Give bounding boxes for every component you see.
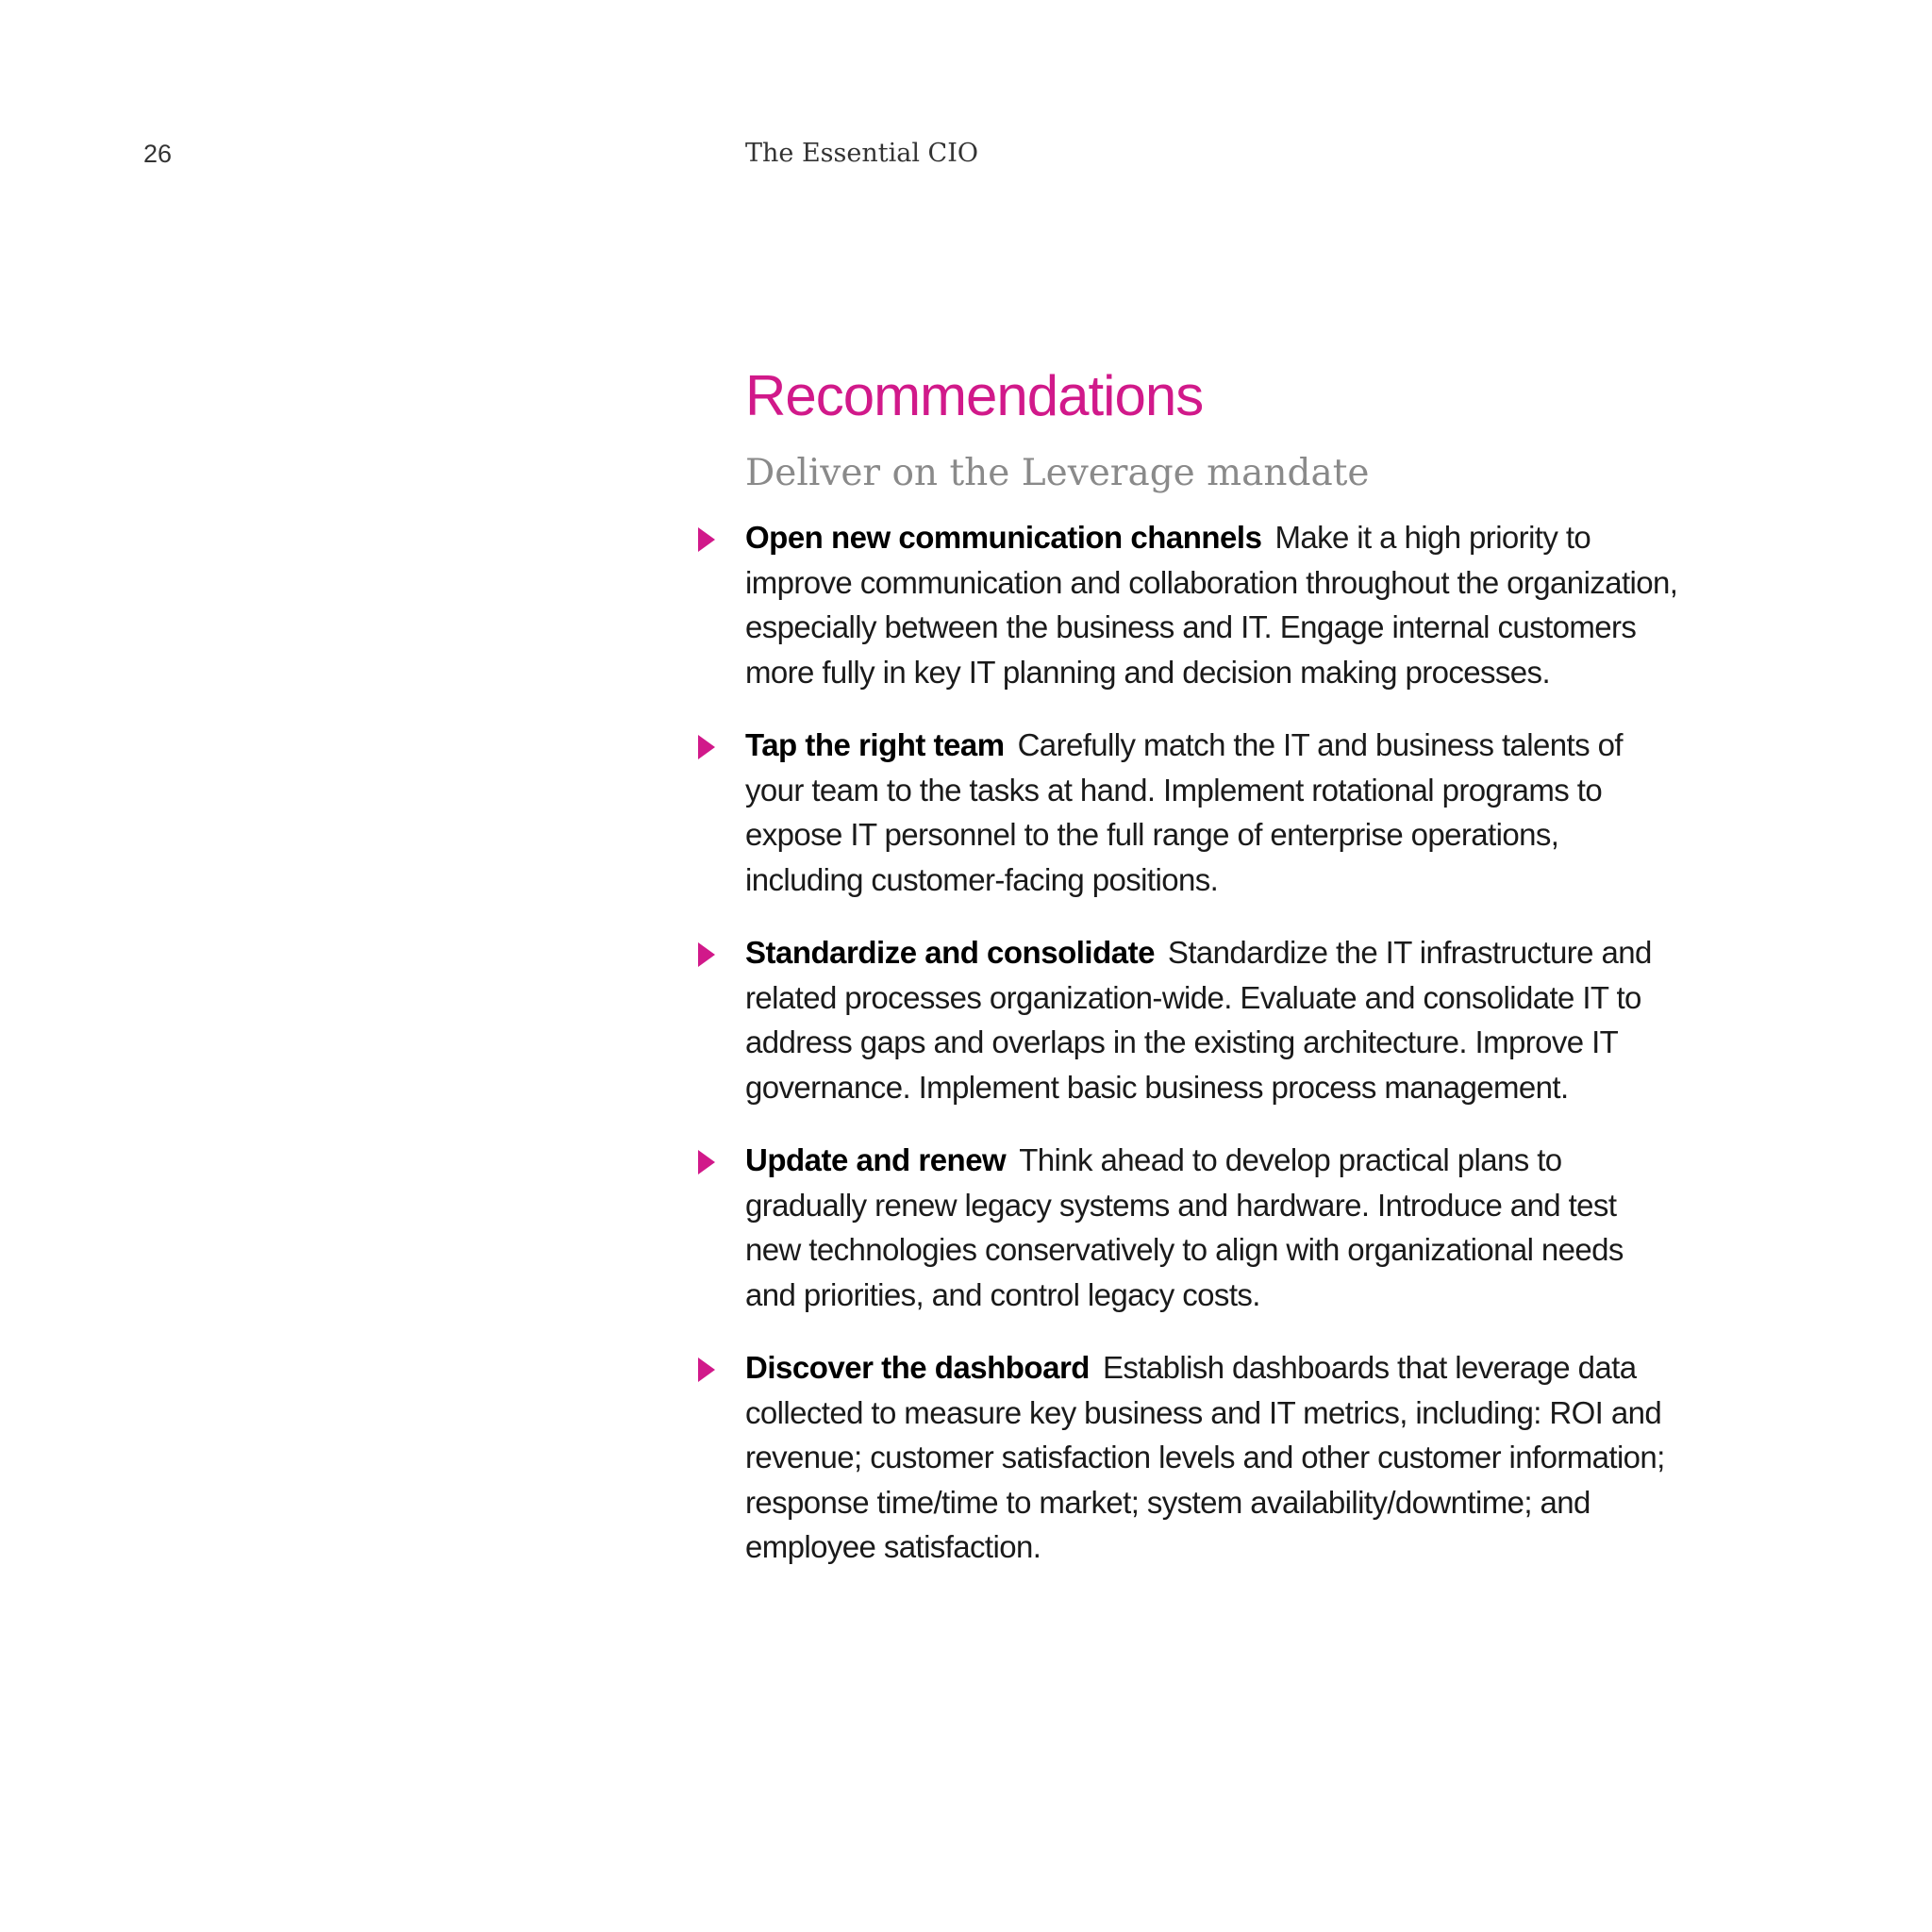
recommendation-body: Make it a high priority to improve communication and collaboration throughout the organization, especially between the business and IT. Engage internal customers more fully in key IT planning and decision making processes. [745,520,1678,690]
triangle-right-icon [698,1357,715,1382]
triangle-right-icon [698,527,715,552]
recommendation-item [745,1138,1679,1317]
recommendation-body: Standardize the IT infrastructure and related processes organization-wide. Evaluate and consolidate IT to address gaps and overlaps in the existing architecture. Improve IT governance. Implement basic business process management. [745,935,1652,1105]
recommendation-title: Update and renew [745,1142,1007,1177]
triangle-right-icon [698,1150,715,1174]
recommendation-body: Carefully match the IT and business talents of your team to the tasks at hand. Implement rotational programs to expose IT personnel to the full range of enterprise operations, including customer-facing positions. [745,727,1623,897]
recommendation-body: Establish dashboards that leverage data collected to measure key business and IT metrics, including: ROI and revenue; customer satisfaction levels and other customer information; response time/time to market; system availability/downtime; and employee satisfaction. [745,1350,1665,1564]
page-number: 26 [143,140,173,168]
recommendation-item [745,723,1679,902]
recommendation-list [745,515,1679,1570]
section-title: Recommendations [745,364,1204,427]
recommendation-item [745,930,1679,1109]
recommendation-title: Discover the dashboard [745,1350,1090,1385]
triangle-right-icon [698,735,715,759]
main-content [745,358,1679,1598]
triangle-right-icon [698,942,715,967]
recommendation-title: Standardize and consolidate [745,935,1155,970]
running-header: The Essential CIO [745,139,979,168]
recommendation-item [745,1345,1679,1570]
recommendation-title: Open new communication channels [745,520,1262,555]
section-subtitle: Deliver on the Leverage mandate [745,452,1370,494]
recommendation-title: Tap the right team [745,727,1005,762]
recommendation-item [745,515,1679,694]
recommendation-body: Think ahead to develop practical plans to gradually renew legacy systems and hardware. Introduce and test new technologies conservatively to align with organizational needs and priorities, and control legacy costs. [745,1142,1624,1312]
